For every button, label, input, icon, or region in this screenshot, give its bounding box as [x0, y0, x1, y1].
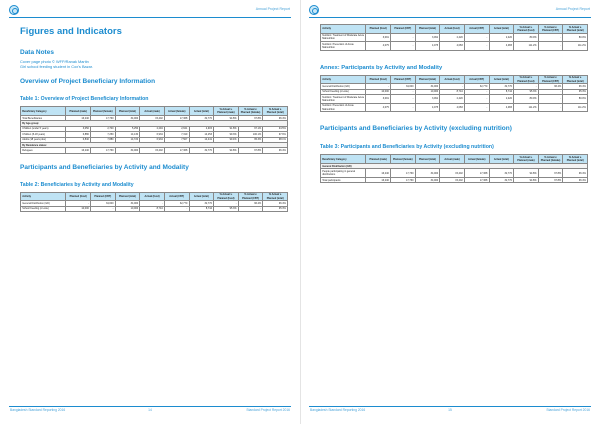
- row-label: Nutrition: Prevention of Acute Malnutrition: [321, 42, 366, 51]
- column-header: % Actual v. Planned (total): [563, 25, 588, 34]
- header-text: Annual Project Report: [555, 7, 590, 11]
- table-cell: 80.0%: [514, 33, 539, 42]
- table-cell: 34,000: [115, 201, 140, 206]
- column-header: % Actual v. Planned (food): [514, 25, 539, 34]
- column-header: Planned (total): [415, 75, 440, 84]
- table-cell: 4,075: [415, 103, 440, 112]
- table-cell: -: [538, 95, 563, 104]
- table-cell: 97.8%: [538, 169, 563, 178]
- table-cell: 97.8%: [538, 177, 563, 182]
- table-cell: 17,760: [91, 116, 116, 121]
- column-header: % Actual v. Planned (total): [563, 75, 588, 84]
- table-cell: 99.4%: [214, 137, 239, 142]
- table-header-row: [321, 155, 588, 164]
- table-cell: 17,368: [464, 177, 489, 182]
- table-cell: -: [440, 84, 465, 89]
- table-cell: 95.3%: [563, 89, 588, 94]
- row-label: Nutrition: Treatment of Moderate Acute Malnutrition: [322, 95, 365, 102]
- table-cell: 15,402: [140, 116, 165, 121]
- column-header: Planned (total): [415, 155, 440, 164]
- wfp-logo-icon: [309, 5, 319, 15]
- column-header: Actual (total): [489, 75, 514, 84]
- column-header: Planned (total): [115, 107, 140, 116]
- column-header: % Actual v. Planned (male): [514, 155, 539, 164]
- column-header: Planned (food): [66, 192, 91, 201]
- column-header: Actual (food): [140, 192, 165, 201]
- table-cell: 94.8%: [214, 148, 239, 153]
- column-header: Planned (CBT): [91, 192, 116, 201]
- column-header: Beneficiary Category: [21, 107, 66, 116]
- column-header: Actual (CBT): [464, 75, 489, 84]
- table-cell: 7,250: [91, 132, 116, 137]
- table-cell: 111.2%: [563, 103, 588, 112]
- table-cell: 14,720: [115, 137, 140, 142]
- group-label: General Distribution (GD): [321, 163, 588, 168]
- table-cell: 100.1%: [238, 132, 263, 137]
- table-cell: 91.8%: [214, 126, 239, 131]
- table-cell: 2,420: [489, 95, 514, 104]
- row-label: Nutrition: Prevention of Acute Malnutrition: [321, 103, 366, 112]
- table-cell: 4,083: [489, 42, 514, 51]
- page-title: Figures and Indicators: [20, 26, 122, 37]
- table-cell: 16,240: [66, 116, 91, 121]
- table-cell: 15,402: [440, 177, 465, 182]
- table-cell: 32,770: [489, 177, 514, 182]
- table-cell: 2,420: [489, 33, 514, 42]
- table-cell: 32,770: [164, 201, 189, 206]
- table-cell: -: [538, 103, 563, 112]
- table-cell: 8,744: [440, 89, 465, 94]
- table-cell: 8,744: [140, 206, 165, 211]
- table-cell: 96.4%: [263, 116, 288, 121]
- table-cell: 5,250: [115, 126, 140, 131]
- table-cell: 32,770: [189, 116, 214, 121]
- column-header: Actual (female): [464, 155, 489, 164]
- column-header: % Actual v. Planned (CBT): [538, 25, 563, 34]
- column-header: Actual (total): [189, 107, 214, 116]
- table-cell: 97.8%: [238, 116, 263, 121]
- table-row: [21, 206, 288, 211]
- table-cell: 32,770: [189, 201, 214, 206]
- table-cell: 14,253: [189, 132, 214, 137]
- table-row: [321, 42, 588, 51]
- footer-rule: [9, 406, 291, 407]
- row-label: General Distribution (GD): [321, 84, 366, 89]
- table-cell: 16,240: [366, 177, 391, 182]
- footer-right-text: Standard Project Report 2016: [246, 408, 290, 412]
- column-header: % Actual v. Planned (total): [563, 155, 588, 164]
- table-cell: 10,000: [366, 89, 391, 94]
- page-number: 14: [148, 408, 152, 412]
- column-header: Planned (food): [366, 75, 391, 84]
- table-cell: -: [391, 103, 416, 112]
- column-header: % Actual v. Planned (total): [263, 107, 288, 116]
- table-cell: 16,240: [66, 148, 91, 153]
- table-cell: -: [391, 89, 416, 94]
- table-cell: 94.8%: [214, 116, 239, 121]
- table-cell: 15,402: [140, 148, 165, 153]
- column-header: Activity: [321, 25, 366, 34]
- table2-title: Table 2: Beneficiaries by Activity and Modality: [20, 181, 134, 188]
- table-cell: 34,000: [391, 84, 416, 89]
- table-cell: -: [464, 89, 489, 94]
- table-cell: -: [238, 206, 263, 211]
- table-cell: 97.1%: [238, 126, 263, 131]
- table-row: [321, 95, 588, 104]
- table-row: [321, 177, 588, 182]
- table-cell: 17,368: [464, 169, 489, 178]
- column-header: Planned (male): [366, 155, 391, 164]
- table-cell: -: [366, 84, 391, 89]
- table-cell: 14,130: [115, 132, 140, 137]
- footer-left-text: Bangladesh Standard Reporting 2016: [310, 408, 366, 412]
- table-cell: 96.4%: [563, 169, 588, 178]
- excl-nutrition-heading: Participants and Beneficiaries by Activity (excluding nutrition): [320, 125, 512, 133]
- table-cell: -: [164, 206, 189, 211]
- header-rule: [9, 17, 291, 18]
- annex-heading: Annex: Participants by Activity and Modality: [320, 64, 443, 71]
- column-header: Actual (food): [440, 75, 465, 84]
- table-cell: 3,091: [366, 33, 391, 42]
- column-header: % Actual v. Planned (CBT): [238, 192, 263, 201]
- column-header: % Actual v. Planned (CBT): [538, 75, 563, 84]
- data-note: Cover page photo © WFP/Ranak Martin: [20, 59, 89, 64]
- table-cell: 96.4%: [563, 177, 588, 182]
- column-header: Planned (female): [91, 107, 116, 116]
- table-row: [321, 33, 588, 42]
- table2-continued: [320, 24, 588, 51]
- right-content: [320, 24, 588, 183]
- table-cell: 111.2%: [563, 42, 588, 51]
- column-header: Actual (total): [489, 155, 514, 164]
- left-content: [20, 26, 288, 212]
- table-cell: 15,402: [440, 169, 465, 178]
- table-cell: 2,700: [91, 126, 116, 131]
- table1-title: Table 1: Overview of Project Beneficiary Information: [20, 96, 149, 103]
- table-cell: 4,915: [189, 126, 214, 131]
- footer-rule: [309, 406, 591, 407]
- table-cell: 96.4%: [263, 201, 288, 206]
- table2: [20, 192, 288, 212]
- table-cell: 80.0%: [514, 95, 539, 104]
- table-cell: 6,880: [66, 132, 91, 137]
- table-header-row: [321, 75, 588, 84]
- table-cell: -: [464, 95, 489, 104]
- table-cell: 4,075: [415, 42, 440, 51]
- table-cell: 95.3%: [263, 206, 288, 211]
- column-header: Actual (male): [440, 155, 465, 164]
- table-cell: -: [66, 201, 91, 206]
- column-header: Beneficiary Category: [321, 155, 366, 164]
- table-cell: 2,420: [440, 33, 465, 42]
- footer-left-text: Bangladesh Standard Reporting 2016: [10, 408, 66, 412]
- table-header-row: [321, 25, 588, 34]
- table-cell: 34,000: [115, 116, 140, 121]
- table-cell: 34,000: [415, 84, 440, 89]
- row-label: Adults (18 years plus): [21, 137, 66, 142]
- row-label: Refugees: [21, 148, 66, 153]
- table-cell: -: [514, 84, 539, 89]
- group-label: By Residence status:: [21, 142, 288, 147]
- data-note: Girl school feeding student in Cox's Bazar.: [20, 64, 93, 70]
- row-label: School Feeding (on-site): [21, 206, 66, 211]
- page-right: [300, 0, 600, 424]
- column-header: Planned (food): [366, 25, 391, 34]
- table-cell: 32,770: [189, 148, 214, 153]
- table-cell: -: [140, 201, 165, 206]
- table-cell: 95.3%: [514, 89, 539, 94]
- table-cell: 99.3%: [214, 132, 239, 137]
- table-cell: -: [214, 201, 239, 206]
- table-cell: 17,368: [164, 148, 189, 153]
- overview-heading: Overview of Project Beneficiary Information: [20, 78, 156, 86]
- table-cell: -: [391, 95, 416, 104]
- table-cell: 97.6%: [263, 132, 288, 137]
- header-text: Annual Project Report: [255, 7, 290, 11]
- page-number: 15: [448, 408, 452, 412]
- row-label: Total participants: [321, 177, 366, 182]
- table-cell: 98.1%: [263, 137, 288, 142]
- row-label: General Distribution (GD): [21, 201, 66, 206]
- table-cell: 2,294: [140, 126, 165, 131]
- table-cell: 4,083: [440, 103, 465, 112]
- data-notes-heading: Data Notes: [20, 49, 54, 56]
- table-cell: -: [391, 42, 416, 51]
- wfp-logo-icon: [9, 5, 19, 15]
- table-cell: 96.4%: [263, 148, 288, 153]
- table3-title: Table 3: Participants and Beneficiaries by Activity (excluding nutrition): [320, 144, 494, 151]
- table-cell: 96.4%: [563, 84, 588, 89]
- table-cell: 94.5%: [263, 126, 288, 131]
- table-cell: 94.8%: [514, 177, 539, 182]
- table-cell: 6,934: [140, 137, 165, 142]
- footer-right-text: Standard Project Report 2016: [546, 408, 590, 412]
- table-cell: 17,368: [164, 116, 189, 121]
- column-header: Activity: [21, 192, 66, 201]
- row-label: Total Beneficiaries: [21, 116, 66, 121]
- table-cell: -: [91, 206, 116, 211]
- row-label: School Feeding (on-site): [321, 89, 366, 94]
- table-cell: 4,075: [366, 42, 391, 51]
- column-header: Actual (CBT): [464, 25, 489, 34]
- table3: [320, 154, 588, 183]
- column-header: Actual (male): [140, 107, 165, 116]
- table-cell: 32,770: [489, 84, 514, 89]
- column-header: Planned (male): [66, 107, 91, 116]
- table-cell: 34,000: [115, 148, 140, 153]
- table-cell: 3,091: [415, 33, 440, 42]
- table-row: [321, 169, 588, 178]
- table-cell: 4,083: [489, 103, 514, 112]
- table-cell: 96.4%: [238, 201, 263, 206]
- table1: [20, 106, 288, 153]
- table-cell: 2,420: [440, 95, 465, 104]
- column-header: Actual (female): [164, 107, 189, 116]
- column-header: % Actual v. Planned (female): [238, 107, 263, 116]
- table-cell: 3,091: [415, 95, 440, 104]
- column-header: % Actual v. Planned (male): [214, 107, 239, 116]
- table-cell: 32,770: [489, 169, 514, 178]
- annex-table: [320, 75, 588, 113]
- table-cell: 4,075: [366, 103, 391, 112]
- column-header: Planned (CBT): [391, 75, 416, 84]
- table-cell: -: [538, 42, 563, 51]
- table-cell: 34,000: [415, 177, 440, 182]
- column-header: % Actual v. Planned (food): [214, 192, 239, 201]
- table-cell: 4,083: [440, 42, 465, 51]
- table-cell: 17,760: [391, 169, 416, 178]
- table-cell: 10,000: [415, 89, 440, 94]
- table-cell: 6,934: [140, 132, 165, 137]
- row-label: People participating in general distributions: [321, 169, 366, 178]
- table-cell: -: [464, 33, 489, 42]
- row-label: Children (under 5 years): [21, 126, 66, 131]
- table-cell: 111.2%: [514, 42, 539, 51]
- column-header: Actual (total): [489, 25, 514, 34]
- table-cell: 111.2%: [514, 103, 539, 112]
- table-cell: 34,000: [415, 169, 440, 178]
- table-cell: 14,441: [189, 137, 214, 142]
- table-cell: 8,744: [189, 206, 214, 211]
- table-cell: -: [538, 89, 563, 94]
- table-cell: -: [464, 103, 489, 112]
- column-header: Actual (total): [189, 192, 214, 201]
- table-cell: 96.4%: [538, 84, 563, 89]
- table-cell: 17,760: [91, 148, 116, 153]
- row-label: Children (5-18 years): [21, 132, 66, 137]
- activity-modality-heading: Participants and Beneficiaries by Activity and Modality: [20, 163, 189, 171]
- table-cell: 10,000: [66, 206, 91, 211]
- table-cell: -: [464, 42, 489, 51]
- column-header: Actual (food): [440, 25, 465, 34]
- table-cell: 8,744: [489, 89, 514, 94]
- column-header: % Actual v. Planned (food): [514, 75, 539, 84]
- table-cell: 10,000: [115, 206, 140, 211]
- table-cell: -: [538, 33, 563, 42]
- column-header: Actual (CBT): [164, 192, 189, 201]
- table-cell: 7,880: [91, 137, 116, 142]
- column-header: Planned (total): [115, 192, 140, 201]
- column-header: Activity: [321, 75, 366, 84]
- table-cell: 95.3%: [238, 137, 263, 142]
- table-cell: 32,770: [464, 84, 489, 89]
- table-cell: 80.0%: [563, 95, 588, 104]
- group-label: By Age-group:: [21, 121, 288, 126]
- table-cell: 6,840: [66, 137, 91, 142]
- table-header-row: [21, 107, 288, 116]
- column-header: Planned (CBT): [391, 25, 416, 34]
- column-header: Planned (total): [415, 25, 440, 34]
- table-cell: 3,050: [66, 126, 91, 131]
- table-cell: 7,507: [164, 137, 189, 142]
- table-row: [21, 148, 288, 153]
- table-header-row: [21, 192, 288, 201]
- column-header: % Actual v. Planned (female): [538, 155, 563, 164]
- table-cell: 2,621: [164, 126, 189, 131]
- table-row: [321, 103, 588, 112]
- table-cell: 94.8%: [514, 169, 539, 178]
- table-cell: 34,000: [91, 201, 116, 206]
- table-cell: 17,760: [391, 177, 416, 182]
- table-cell: -: [391, 33, 416, 42]
- table-cell: 16,240: [366, 169, 391, 178]
- table-cell: 3,091: [366, 95, 391, 104]
- header-rule: [309, 17, 591, 18]
- table-cell: 7,319: [164, 132, 189, 137]
- column-header: Planned (female): [391, 155, 416, 164]
- row-label: Nutrition: Treatment of Moderate Acute Malnutrition: [322, 34, 365, 41]
- table-cell: 80.0%: [563, 33, 588, 42]
- table-cell: 97.8%: [238, 148, 263, 153]
- table-cell: 95.3%: [214, 206, 239, 211]
- column-header: % Actual v. Planned (total): [263, 192, 288, 201]
